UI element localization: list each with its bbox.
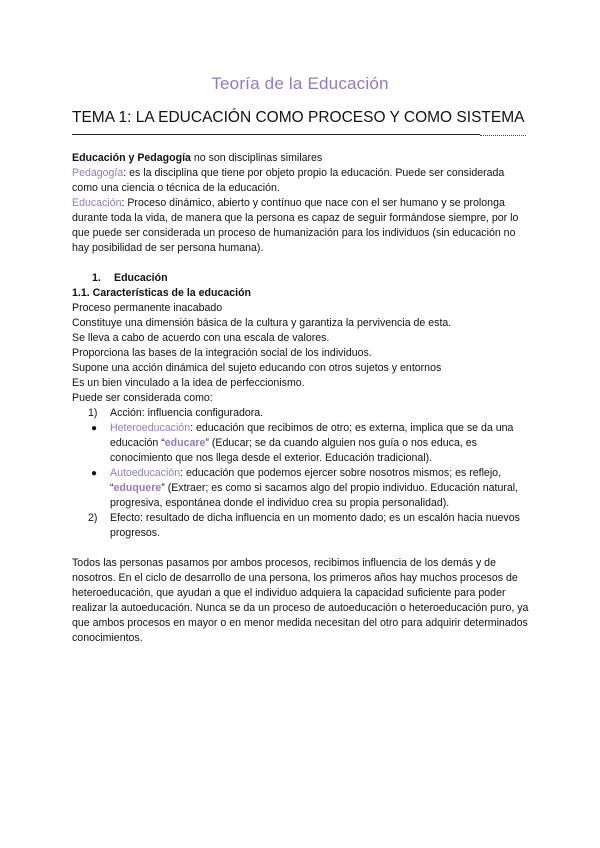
section-heading-educacion [72, 271, 532, 286]
heteroeducacion-text-b: ” (Educar; se da cuando alguien nos guía o nos educa, es conocimiento que nos llega desde el exterior. Educación tradicional). [110, 437, 477, 464]
educacion-term: Educación [72, 197, 122, 209]
educacion-text: : Proceso dinámico, abierto y contínuo que nace con el ser humano y se prolonga durante toda la vida, de manera que la persona es capaz de seguir formándose siempre, por lo que puede ser considerada un proceso de humanización para los individuos (sin educación no hay posibilidad de ser persona humana). [72, 197, 519, 254]
list-item-autoeducacion [72, 466, 532, 511]
educare-term: educare [164, 437, 206, 449]
autoeducacion-term: Autoeducación [110, 467, 181, 479]
educacion-definition [72, 196, 532, 256]
section-title: Educación [114, 272, 168, 284]
pedagogia-definition [72, 166, 532, 196]
characteristic-line: Proporciona las bases de la integración social de los individuos. [72, 347, 372, 359]
autoeducacion-text-a: : educación que podemos ejercer sobre nosotros mismos; es reflejo, “ [110, 467, 502, 494]
heteroeducacion-term: Heteroeducación [110, 422, 191, 434]
list-item-text: Acción: influencia configuradora. [110, 407, 264, 419]
intro-rest: no son disciplinas similares [190, 152, 323, 164]
list-item-heteroeducacion [72, 421, 532, 466]
pedagogia-text: : es la disciplina que tiene por objeto propio la educación. Puede ser considerada como una ciencia o técnica de la educación. [72, 167, 505, 194]
heading-underline-dotted [480, 131, 526, 136]
bullet-icon: ● [91, 423, 98, 434]
list-item-text: Efecto: resultado de dicha influencia en un momento dado; es un escalón hacia nuevos progresos. [110, 512, 520, 539]
characteristic-line: Es un bien vinculado a la idea de perfeccionismo. [72, 377, 305, 389]
closing-paragraph: Todos las personas pasamos por ambos procesos, recibimos influencia de los demás y de nosotros. En el ciclo de desarrollo de una persona, los primeros años hay muchos procesos de heteroeducación, que ayudan a que el individuo adquiera la capacidad suficiente para poder realizar la autoeducación. Nunca se da un proceso de autoeducación o heteroeducación puro, ya que ambos procesos en mayor o en menor medida necesitan del otro para adquirir determinados conocimientos. [72, 557, 529, 644]
heteroeducacion-text-a: : educación que recibimos de otro; es externa, implica que se da una educación “ [110, 422, 514, 449]
document-body [72, 151, 532, 646]
topic-heading: TEMA 1: LA EDUCACIÓN COMO PROCESO Y COMO SISTEMA [72, 109, 525, 126]
characteristic-line: Constituye una dimensión básica de la cultura y garantiza la pervivencia de esta. [72, 317, 452, 329]
list-marker: 2) [88, 512, 98, 524]
characteristic-line: Supone una acción dinámica del sujeto educando con otros sujetos y entornos [72, 362, 442, 374]
intro-line [72, 151, 532, 166]
list-item [72, 511, 532, 541]
eduquere-term: eduquere [113, 482, 162, 494]
characteristic-line: Proceso permanente inacabado [72, 302, 223, 314]
list-marker: 1) [88, 407, 98, 419]
intro-bold: Educación y Pedagogía [72, 152, 191, 164]
list-item [72, 406, 532, 421]
autoeducacion-text-b: ” (Extraer; es como si sacamos algo del propio individuo. Educación natural, progresiva, espontánea donde el individuo crea su propia personalidad). [110, 482, 519, 509]
subsection-heading: 1.1. Características de la educación [72, 287, 252, 299]
characteristic-line: Puede ser considerada como: [72, 392, 213, 404]
section-number: 1. [92, 272, 101, 284]
pedagogia-term: Pedagogía [72, 167, 124, 179]
bullet-icon: ● [91, 468, 98, 479]
characteristic-line: Se lleva a cabo de acuerdo con una escala de valores. [72, 332, 330, 344]
document-title: Teoría de la Educación [211, 74, 389, 93]
heading-underline [72, 134, 480, 135]
